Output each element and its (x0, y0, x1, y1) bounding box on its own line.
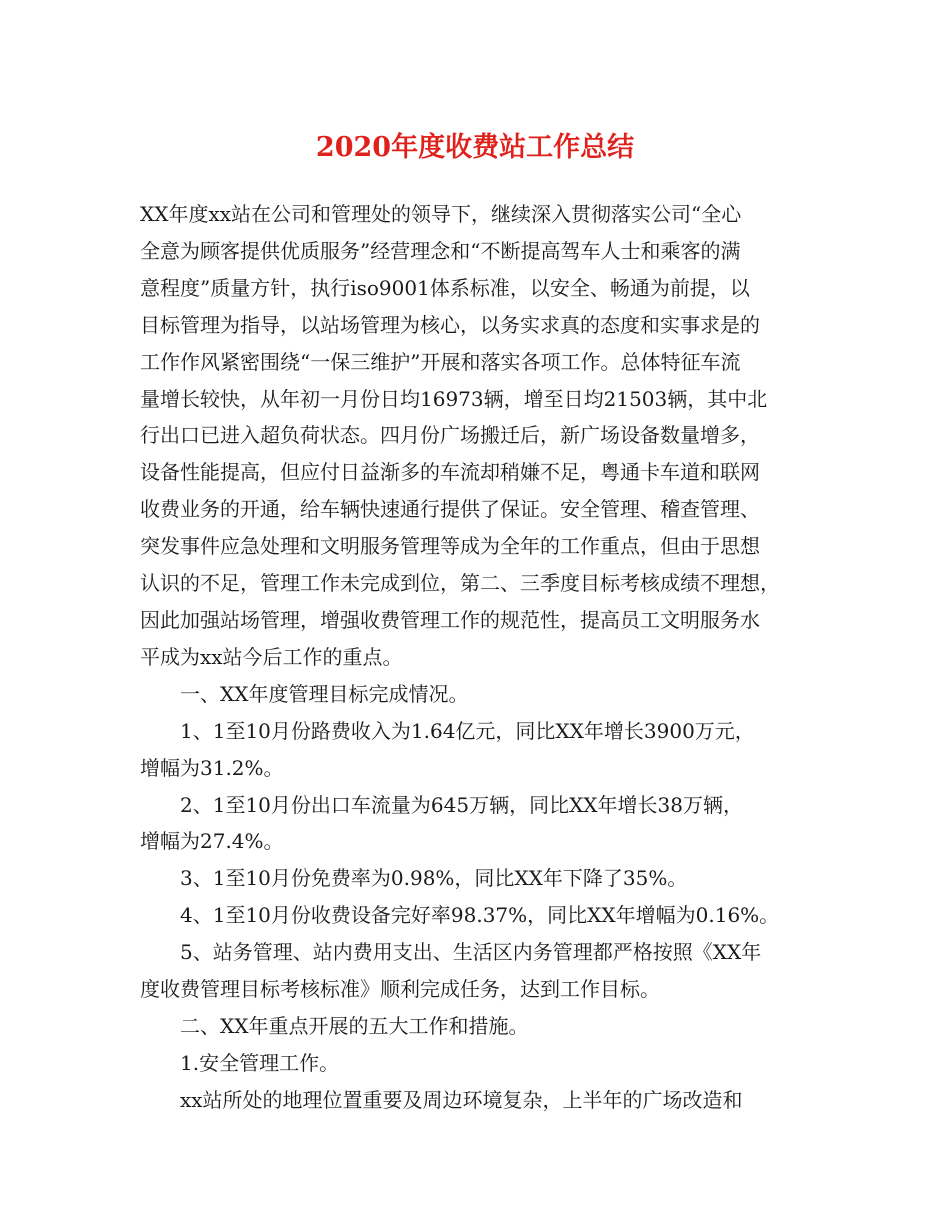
text-line: 增幅为27.4%。 (140, 829, 284, 854)
text-line: 全意为顾客提供优质服务”经营理念和“不断提高驾车人士和乘客的满 (140, 238, 741, 263)
list-item-1 (140, 713, 812, 787)
text-line: 设备性能提高，但应付日益渐多的车流却稍嫌不足，粤通卡车道和联网 (140, 460, 760, 485)
text-line: XX年度xx站在公司和管理处的领导下，继续深入贯彻落实公司“全心 (140, 202, 742, 226)
document-body (140, 196, 812, 1119)
subsection-heading-1: 1.安全管理工作。 (180, 1050, 340, 1075)
intro-paragraph (140, 196, 812, 676)
list-item-3: 3、1至10月份免费率为0.98%，同比XX年下降了35%。 (180, 866, 688, 891)
text-line: 目标管理为指导，以站场管理为核心，以务实求真的态度和实事求是的 (140, 312, 760, 337)
text-line: 5、站务管理、站内费用支出、生活区内务管理都严格按照《XX年 (180, 940, 762, 965)
list-item-5 (140, 934, 812, 1008)
text-line: 认识的不足，管理工作未完成到位，第二、三季度目标考核成绩不理想， (140, 571, 780, 596)
text-line: 意程度”质量方针，执行iso9001体系标准，以安全、畅通为前提，以 (140, 275, 750, 300)
text-line: 平成为xx站今后工作的重点。 (140, 644, 403, 669)
text-line: 度收费管理目标考核标准》顺利完成任务，达到工作目标。 (140, 977, 660, 1002)
text-line: 行出口已进入超负荷状态。四月份广场搬迁后，新广场设备数量增多， (140, 423, 760, 448)
text-line: 因此加强站场管理，增强收费管理工作的规范性，提高员工文明服务水 (140, 607, 760, 632)
text-line: 增幅为31.2%。 (140, 755, 284, 780)
section-heading-2: 二、XX年重点开展的五大工作和措施。 (180, 1013, 529, 1038)
list-item-4: 4、1至10月份收费设备完好率98.37%，同比XX年增幅为0.16%。 (180, 903, 780, 928)
text-line: 2、1至10月份出口车流量为645万辆，同比XX年增长38万辆， (180, 792, 743, 817)
text-line: 量增长较快，从年初一月份日均16973辆，增至日均21503辆，其中北 (140, 386, 768, 411)
paragraph-last-line: xx站所处的地理位置重要及周边环境复杂，上半年的广场改造和 (180, 1087, 743, 1112)
list-item-2 (140, 787, 812, 861)
text-line: 收费业务的开通，给车辆快速通行提供了保证。安全管理、稽查管理、 (140, 497, 760, 522)
section-heading-1: 一、XX年度管理目标完成情况。 (180, 681, 469, 706)
document-title: 2020年度收费站工作总结 (315, 132, 635, 163)
text-line: 突发事件应急处理和文明服务管理等成为全年的工作重点，但由于思想 (140, 534, 760, 559)
text-line: 1、1至10月份路费收入为1.64亿元，同比XX年增长3900万元， (180, 718, 755, 743)
text-line: 工作作风紧密围绕“一保三维护”开展和落实各项工作。总体特征车流 (140, 349, 741, 374)
